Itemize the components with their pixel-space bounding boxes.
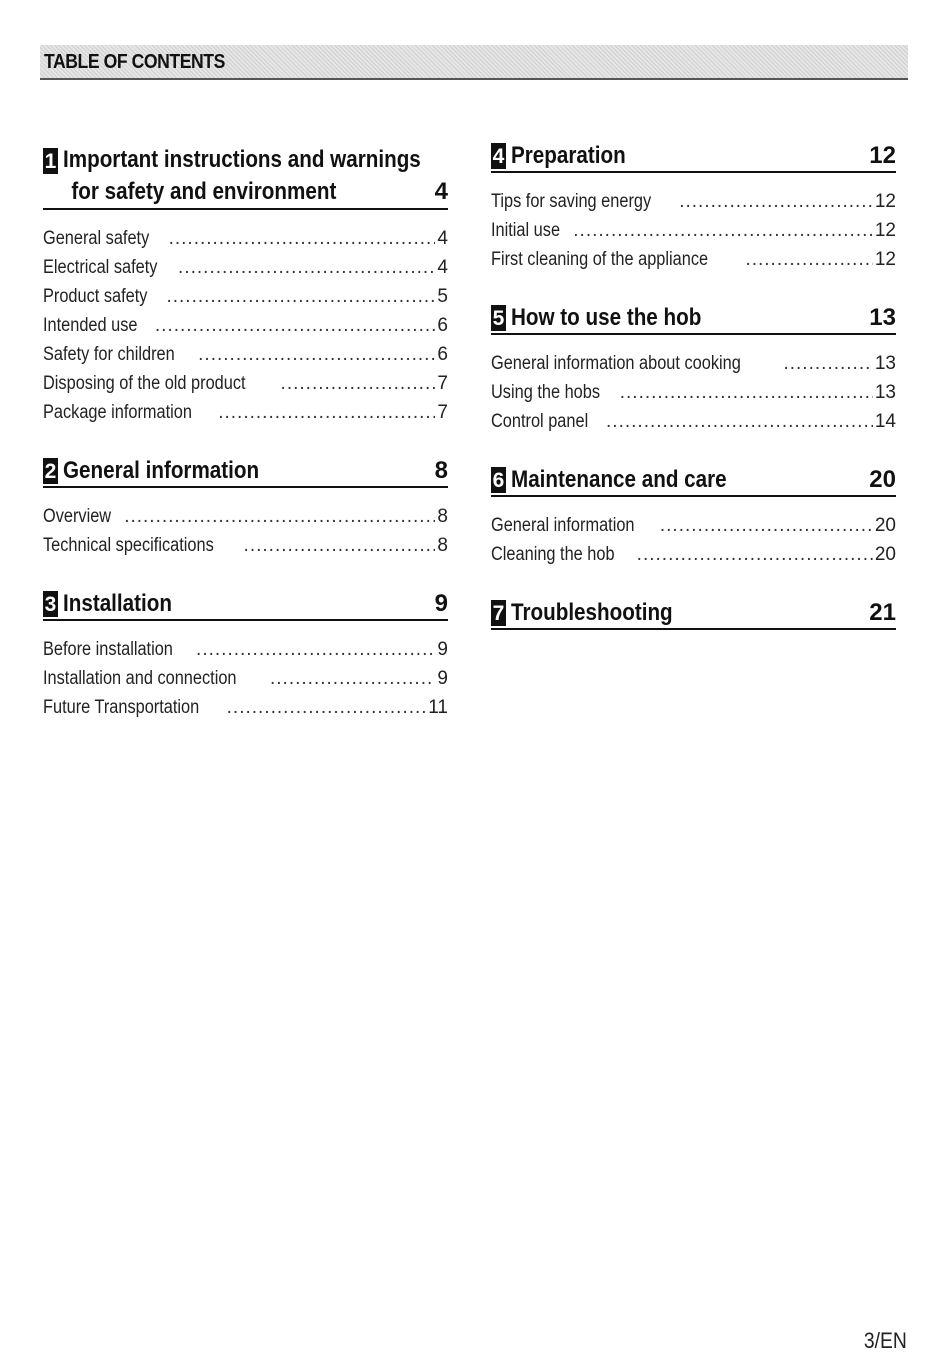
section-page-number: 13	[869, 304, 896, 331]
toc-section-1	[43, 144, 448, 427]
section-page-number: 20	[869, 466, 896, 493]
section-page-number: 21	[869, 599, 896, 626]
entry-page: 7	[437, 373, 448, 394]
section-heading[interactable]	[491, 597, 896, 630]
entry-page: 9	[437, 668, 448, 689]
toc-entry[interactable]	[43, 369, 448, 398]
dot-leader	[244, 531, 436, 560]
toc-section-4	[491, 140, 896, 274]
toc-section-6	[491, 464, 896, 569]
dot-leader	[745, 245, 872, 274]
entry-label: Disposing of the old product	[43, 373, 246, 394]
toc-entry[interactable]	[491, 349, 896, 378]
section-heading[interactable]	[43, 144, 448, 210]
toc-entry[interactable]	[43, 224, 448, 253]
entry-page: 4	[437, 228, 448, 249]
section-title-continued: for safety and environment	[71, 178, 337, 205]
toc-section-3	[43, 588, 448, 722]
entry-page: 14	[874, 411, 896, 432]
entry-page: 5	[437, 286, 448, 307]
toc-left-column	[43, 144, 448, 750]
entry-page: 4	[437, 257, 448, 278]
toc-entry[interactable]	[491, 540, 896, 569]
toc-entry[interactable]	[43, 531, 448, 560]
section-number-badge: 2	[44, 460, 57, 483]
toc-entry[interactable]	[491, 245, 896, 274]
section-title: Important instructions and warnings	[63, 146, 421, 173]
toc-entry[interactable]	[43, 311, 448, 340]
entry-page: 20	[874, 544, 896, 565]
page-number-footer: 3/EN	[863, 1328, 907, 1353]
toc-entry[interactable]	[43, 398, 448, 427]
entry-label: Technical specifications	[43, 535, 214, 556]
section-page-number: 9	[434, 590, 448, 617]
section-number-badge: 6	[492, 469, 505, 492]
dot-leader	[169, 224, 436, 253]
dot-leader	[178, 253, 435, 282]
section-heading[interactable]	[491, 140, 896, 173]
entry-page: 7	[437, 402, 448, 423]
entry-label: Overview	[43, 506, 112, 527]
toc-entry[interactable]	[43, 253, 448, 282]
dot-leader	[196, 635, 435, 664]
toc-entry[interactable]	[43, 635, 448, 664]
entry-label: Package information	[43, 402, 192, 423]
entry-page: 6	[437, 315, 448, 336]
toc-section-5	[491, 302, 896, 436]
dot-leader	[679, 187, 873, 216]
dot-leader	[620, 378, 873, 407]
entry-page: 8	[437, 535, 448, 556]
section-page-number: 8	[434, 457, 448, 484]
entry-label: First cleaning of the appliance	[491, 249, 709, 270]
section-heading[interactable]	[43, 588, 448, 621]
dot-leader	[155, 311, 436, 340]
entry-page: 12	[874, 220, 896, 241]
dot-leader	[218, 398, 435, 427]
section-title: How to use the hob	[511, 304, 702, 331]
dot-leader	[606, 407, 873, 436]
toc-entry[interactable]	[43, 502, 448, 531]
entry-page: 9	[437, 639, 448, 660]
toc-entry[interactable]	[491, 407, 896, 436]
dot-leader	[783, 349, 872, 378]
section-number-badge: 7	[492, 602, 505, 625]
section-title: General information	[63, 457, 260, 484]
entry-label: General safety	[43, 228, 150, 249]
entry-label: Control panel	[491, 411, 589, 432]
toc-section-2	[43, 455, 448, 560]
section-title: Installation	[63, 590, 172, 617]
page-title: TABLE OF CONTENTS	[44, 51, 225, 73]
section-title: Preparation	[511, 142, 626, 169]
toc-entry[interactable]	[491, 378, 896, 407]
toc-entry[interactable]	[43, 693, 448, 722]
section-heading[interactable]	[491, 464, 896, 497]
dot-leader	[637, 540, 873, 569]
toc-entry[interactable]	[491, 216, 896, 245]
entry-page: 12	[874, 191, 896, 212]
section-heading[interactable]	[491, 302, 896, 335]
section-heading[interactable]	[43, 455, 448, 488]
dot-leader	[573, 216, 873, 245]
entry-label: Installation and connection	[43, 668, 237, 689]
entry-label: Electrical safety	[43, 257, 158, 278]
entry-label: General information about cooking	[491, 353, 741, 374]
section-number-badge: 5	[492, 307, 505, 330]
entry-label: Product safety	[43, 286, 148, 307]
entry-label: Cleaning the hob	[491, 544, 615, 565]
dot-leader	[166, 282, 435, 311]
dot-leader	[281, 369, 436, 398]
entry-label: Before installation	[43, 639, 173, 660]
entry-label: Initial use	[491, 220, 561, 241]
entry-label: Tips for saving energy	[491, 191, 652, 212]
entry-page: 13	[874, 382, 896, 403]
entry-page: 6	[437, 344, 448, 365]
entry-page: 13	[874, 353, 896, 374]
entry-page: 20	[874, 515, 896, 536]
entry-label: Safety for children	[43, 344, 175, 365]
entry-page: 11	[428, 697, 448, 718]
section-title: Maintenance and care	[511, 466, 727, 493]
dot-leader	[270, 664, 435, 693]
toc-header-bar	[40, 45, 908, 80]
dot-leader	[660, 511, 873, 540]
dot-leader	[198, 340, 435, 369]
toc-entry[interactable]	[491, 187, 896, 216]
toc-entry[interactable]	[43, 340, 448, 369]
toc-entry[interactable]	[43, 282, 448, 311]
dot-leader	[227, 693, 427, 722]
toc-entry[interactable]	[491, 511, 896, 540]
entry-page: 12	[874, 249, 896, 270]
entry-page: 8	[437, 506, 448, 527]
toc-right-column	[491, 140, 896, 658]
section-page-number: 12	[869, 142, 896, 169]
toc-entry[interactable]	[43, 664, 448, 693]
entry-label: Future Transportation	[43, 697, 200, 718]
entry-label: Intended use	[43, 315, 138, 336]
section-number-badge: 4	[492, 145, 505, 168]
entry-label: General information	[491, 515, 635, 536]
dot-leader	[124, 502, 435, 531]
section-page-number: 4	[434, 178, 448, 205]
entry-label: Using the hobs	[491, 382, 601, 403]
section-title: Troubleshooting	[511, 599, 673, 626]
toc-section-7	[491, 597, 896, 630]
section-number-badge: 3	[44, 593, 57, 616]
section-number-badge: 1	[44, 150, 57, 173]
